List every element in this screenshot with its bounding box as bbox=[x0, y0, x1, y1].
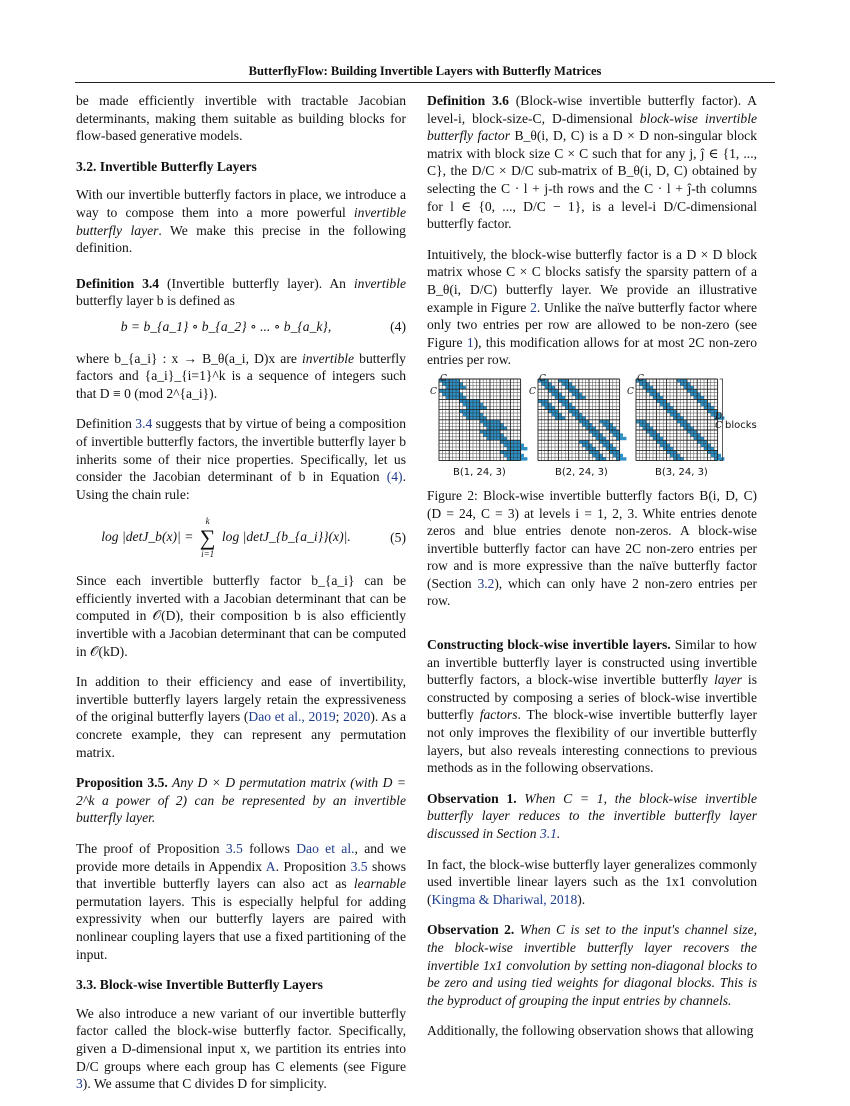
running-header: ButterflyFlow: Building Invertible Layers with Butterfly Matrices bbox=[248, 64, 602, 78]
nonzero-entry bbox=[613, 454, 623, 457]
nonzero-entry bbox=[480, 430, 490, 433]
nonzero-entry bbox=[616, 457, 626, 460]
text: . We make this precise in the following definition. bbox=[76, 222, 406, 256]
nonzero-entry bbox=[701, 444, 711, 447]
text: With our invertible butterfly factors in place, we introduce a way to compose them into a more powerful bbox=[76, 187, 406, 220]
equation-rhs: log |detJ_{b_{a_i}}(x)|. bbox=[221, 529, 351, 545]
nonzero-entry bbox=[510, 450, 520, 453]
nonzero-entry bbox=[653, 437, 663, 440]
nonzero-entry bbox=[694, 437, 704, 440]
text: ). As a concrete example, they can represent any permutation matrix. bbox=[76, 709, 406, 760]
nonzero-entry bbox=[545, 406, 555, 409]
nonzero-entry bbox=[711, 454, 721, 457]
nonzero-entry bbox=[579, 420, 589, 423]
observation-label: Observation 2. bbox=[427, 922, 515, 938]
nonzero-entry bbox=[589, 450, 599, 453]
nonzero-entry bbox=[504, 454, 514, 457]
nonzero-entry bbox=[687, 430, 697, 433]
appendix-link[interactable]: A bbox=[265, 858, 276, 874]
equation-body bbox=[76, 516, 376, 560]
equation-number: (5) bbox=[390, 530, 406, 546]
text: A level-i, block-size-C, D-dimensional bbox=[427, 93, 757, 126]
nonzero-entry bbox=[490, 430, 500, 433]
observation-text: When C = 1, the block-wise invertible butterfly layer reduces to the invertible butterfly layer discussed in Section bbox=[427, 790, 757, 841]
nonzero-entry bbox=[517, 457, 527, 460]
nonzero-entry bbox=[609, 450, 619, 453]
nonzero-entry bbox=[493, 433, 503, 436]
nonzero-entry bbox=[589, 430, 599, 433]
nonzero-entry bbox=[480, 420, 490, 423]
nonzero-entry bbox=[442, 393, 452, 396]
nonzero-entry bbox=[487, 427, 497, 430]
nonzero-entry bbox=[470, 399, 480, 402]
nonzero-entry bbox=[446, 396, 456, 399]
figure-link[interactable]: 2 bbox=[530, 299, 537, 315]
proposition-link[interactable]: 3.5 bbox=[225, 841, 243, 856]
blocks-fraction bbox=[715, 413, 722, 431]
left-column bbox=[76, 92, 406, 1106]
nonzero-entry bbox=[552, 413, 562, 416]
nonzero-entry bbox=[510, 440, 520, 443]
text: Intuitively, the block-wise butterfly factor is a D × D block matrix whose C × C blocks satisfy the sparsity pattern of a B_θ(i, D/C) butterfly layer. We provide an illustrative example in Figure bbox=[427, 246, 757, 315]
nonzero-entry bbox=[558, 379, 568, 382]
nonzero-entry bbox=[548, 410, 558, 413]
nonzero-entry bbox=[575, 396, 585, 399]
nonzero-entry bbox=[473, 413, 483, 416]
nonzero-entry bbox=[687, 389, 697, 392]
butterfly-matrix bbox=[439, 379, 527, 461]
text: , and we provide more details in Appendix bbox=[76, 841, 406, 874]
nonzero-entry bbox=[667, 410, 677, 413]
section-3-2-paragraph bbox=[76, 186, 406, 256]
nonzero-entry bbox=[707, 450, 717, 453]
where-paragraph bbox=[76, 350, 406, 403]
nonzero-entry bbox=[456, 386, 466, 389]
equation-number: (4) bbox=[390, 318, 406, 334]
text: butterfly factors and {a_i}_{i=1}^k is a sequence of integers such that D ≡ 0 (mod 2^{a_i}). bbox=[76, 350, 406, 401]
text: . Proposition bbox=[275, 858, 351, 874]
nonzero-entry bbox=[596, 457, 606, 460]
section-link[interactable]: 3.1 bbox=[539, 826, 557, 841]
nonzero-entry bbox=[562, 382, 572, 385]
nonzero-entry bbox=[586, 427, 596, 430]
nonzero-entry bbox=[599, 440, 609, 443]
nonzero-entry bbox=[586, 447, 596, 450]
since-paragraph: Since each invertible butterfly factor b_{a_i} can be efficiently inverted with a Jacobian determinant that can be computed in 𝒪(D), their composition b is also efficiently invertible with a Jacobian determinant that can be computed in 𝒪(kD). bbox=[76, 573, 406, 659]
section-3-3-title: 3.3. Block-wise Invertible Butterfly Layers bbox=[76, 977, 323, 993]
nonzero-entry bbox=[582, 423, 592, 426]
nonzero-entry bbox=[575, 416, 585, 419]
nonzero-entry bbox=[656, 440, 666, 443]
block-size-label: C bbox=[440, 373, 447, 384]
nonzero-entry bbox=[572, 413, 582, 416]
text: The proof of Proposition bbox=[76, 841, 226, 856]
nonzero-entry bbox=[663, 447, 673, 450]
nonzero-entry bbox=[613, 433, 623, 436]
section-3-2-title: 3.2. Invertible Butterfly Layers bbox=[76, 158, 257, 174]
nonzero-entry bbox=[673, 457, 683, 460]
nonzero-entry bbox=[493, 423, 503, 426]
nonzero-entry bbox=[660, 403, 670, 406]
nonzero-entry bbox=[616, 437, 626, 440]
nonzero-entry bbox=[606, 447, 616, 450]
additionally-paragraph: Additionally, the following observation shows that allowing bbox=[427, 1023, 754, 1039]
text: . The block-wise invertible butterfly layer not only improves the flexibility of our invertible butterfly layers, but also reveals interesting connections to previous methods as in the following observations. bbox=[427, 707, 757, 776]
definition-label: Definition 3.4 bbox=[76, 275, 160, 291]
in-fact-paragraph bbox=[427, 856, 757, 909]
intro-paragraph: be made efficiently invertible with tractable Jacobian determinants, making them suitable as building blocks for flow-based generative models. bbox=[76, 93, 406, 144]
butterfly-matrix bbox=[636, 379, 724, 461]
nonzero-entry bbox=[701, 403, 711, 406]
nonzero-entry bbox=[680, 423, 690, 426]
fraction-top: D bbox=[715, 411, 723, 422]
nonzero-entry bbox=[466, 416, 476, 419]
nonzero-entry bbox=[517, 447, 527, 450]
nonzero-entry bbox=[565, 386, 575, 389]
nonzero-entry bbox=[680, 382, 690, 385]
text: ; bbox=[335, 709, 344, 725]
text: . Unlike the naïve butterfly factor where only two entries per row are allowed to be non-zero (see Figure bbox=[427, 299, 757, 350]
citation-link[interactable]: Dao et al. bbox=[296, 841, 355, 856]
nonzero-entry bbox=[572, 393, 582, 396]
text: permutation layers. This is especially helpful for adding expressivity when our butterfly layers are paired with nonlinear coupling layers that use a fixed partitioning of the input. bbox=[76, 893, 406, 962]
nonzero-entry bbox=[446, 386, 456, 389]
fraction-bottom: C bbox=[715, 420, 723, 431]
text: is constructed by composing a series of block-wise invertible butterfly bbox=[427, 672, 757, 723]
matrix-label: B(1, 24, 3) bbox=[453, 466, 506, 478]
nonzero-entry bbox=[677, 379, 687, 382]
paragraph-heading: Constructing block-wise invertible layers. bbox=[427, 637, 671, 653]
nonzero-entry bbox=[514, 454, 524, 457]
nonzero-entry bbox=[569, 389, 579, 392]
nonzero-entry bbox=[643, 386, 653, 389]
intuition-paragraph bbox=[427, 246, 757, 369]
block-size-label: C bbox=[529, 386, 536, 397]
nonzero-entry bbox=[690, 433, 700, 436]
addition-paragraph bbox=[76, 673, 406, 761]
proposition-text: Any D × D permutation matrix (with D = 2^k a power of 2) can be represented by an invertible butterfly layer. bbox=[76, 775, 406, 826]
equation-body: b = b_{a_1} ∘ b_{a_2} ∘ ... ∘ b_{a_k}, bbox=[120, 318, 332, 334]
text: ), which can only have 2 non-zero entries per row. bbox=[427, 575, 757, 609]
text: ). bbox=[577, 891, 586, 907]
block-size-label: C bbox=[627, 386, 634, 397]
equation-4 bbox=[76, 318, 406, 336]
nonzero-entry bbox=[453, 393, 463, 396]
nonzero-entry bbox=[449, 379, 459, 382]
summation-symbol bbox=[200, 516, 216, 560]
nonzero-entry bbox=[670, 413, 680, 416]
proposition-label: Proposition 3.5. bbox=[76, 775, 168, 791]
observation-text: When C is set to the input's channel size, the block-wise invertible butterfly layer recovers the invertible 1x1 convolution by setting non-diagonal blocks to be zero and using tied weights for diagonal blocks. This is the byproduct of grouping the input entries by channels. bbox=[427, 922, 758, 1008]
definition-3-6 bbox=[427, 92, 757, 233]
equation-link[interactable]: (4) bbox=[386, 469, 403, 485]
text: Similar to how an invertible butterfly layer is constructed using invertible butterfly factors, a block-wise invertible butterfly bbox=[427, 637, 757, 688]
nonzero-entry bbox=[673, 416, 683, 419]
block-size-label: C bbox=[637, 373, 644, 384]
text: B_θ(i, D, C) is a D × D non-singular block matrix with block size C × C such that for any j, ĵ ∈ {1, ..., C}, the D/C × D/C sub-matrix of B_θ(i, D, C) obtained by selecting the C · l + j-th rows and the C · l + ĵ-th columns for l ∈ {0, ..., D/C − 1}, is a level-i D/C-dimensional butterfly factor. bbox=[427, 128, 757, 232]
text: follows bbox=[242, 841, 297, 856]
text-italic: factors bbox=[479, 707, 518, 723]
header-rule bbox=[75, 82, 775, 83]
nonzero-entry bbox=[504, 444, 514, 447]
text-italic: invertible bbox=[301, 350, 355, 366]
figure-link[interactable]: 3 bbox=[76, 1076, 83, 1092]
text-italic: layer bbox=[714, 672, 743, 688]
nonzero-entry bbox=[541, 403, 551, 406]
text: (Invertible butterfly layer). An bbox=[159, 275, 354, 291]
text-italic: invertible butterfly layer bbox=[76, 204, 406, 238]
text: . bbox=[556, 826, 561, 841]
text: where b_{a_i} : x → B_θ(a_i, D)x are bbox=[76, 350, 302, 366]
nonzero-entry bbox=[663, 406, 673, 409]
text: We also introduce a new variant of our invertible butterfly factor called the block-wise butterfly factor. Specifically, given a D-dimensional input x, we partition its entries into D/C groups where each group has C elements (see Figure bbox=[76, 1005, 406, 1074]
observation-2 bbox=[427, 921, 757, 1009]
nonzero-entry bbox=[497, 437, 507, 440]
nonzero-entry bbox=[569, 410, 579, 413]
nonzero-entry bbox=[592, 454, 602, 457]
proposition-3-5 bbox=[76, 774, 406, 827]
nonzero-entry bbox=[650, 433, 660, 436]
nonzero-entry bbox=[579, 440, 589, 443]
observation-1 bbox=[427, 790, 757, 843]
nonzero-entry bbox=[552, 393, 562, 396]
nonzero-entry bbox=[538, 399, 548, 402]
definition-ref-paragraph bbox=[76, 415, 406, 503]
nonzero-entry bbox=[514, 444, 524, 447]
text-italic: block-wise invertible butterfly factor bbox=[427, 110, 758, 144]
nonzero-entry bbox=[697, 440, 707, 443]
nonzero-entry bbox=[476, 406, 486, 409]
butterfly-matrix bbox=[538, 379, 626, 461]
constructing-paragraph bbox=[427, 636, 757, 777]
nonzero-entry bbox=[653, 396, 663, 399]
nonzero-entry bbox=[449, 389, 459, 392]
text: . Using the chain rule: bbox=[76, 469, 406, 502]
nonzero-entry bbox=[490, 420, 500, 423]
citation-link[interactable]: 2020 bbox=[343, 709, 371, 725]
blocks-label: blocks bbox=[725, 419, 757, 431]
nonzero-entry bbox=[558, 399, 568, 402]
nonzero-entry bbox=[656, 399, 666, 402]
nonzero-entry bbox=[565, 406, 575, 409]
nonzero-entry bbox=[670, 454, 680, 457]
nonzero-entry bbox=[609, 430, 619, 433]
sigma-glyph: ∑ bbox=[199, 525, 216, 551]
nonzero-entry bbox=[473, 403, 483, 406]
nonzero-entry bbox=[555, 416, 565, 419]
nonzero-entry bbox=[643, 427, 653, 430]
nonzero-entry bbox=[704, 406, 714, 409]
proposition-link[interactable]: 3.5 bbox=[350, 858, 368, 874]
text: butterfly layer b is defined as bbox=[76, 293, 235, 309]
nonzero-entry bbox=[483, 433, 493, 436]
nonzero-entry bbox=[677, 420, 687, 423]
nonzero-entry bbox=[459, 410, 469, 413]
figure-2 bbox=[427, 373, 757, 478]
nonzero-entry bbox=[596, 437, 606, 440]
nonzero-entry bbox=[697, 399, 707, 402]
nonzero-entry bbox=[667, 450, 677, 453]
nonzero-entry bbox=[453, 382, 463, 385]
matrix-label: B(2, 24, 3) bbox=[555, 466, 608, 478]
nonzero-entry bbox=[545, 386, 555, 389]
nonzero-entry bbox=[463, 403, 473, 406]
sum-upper: k bbox=[205, 516, 210, 527]
text: (Block-wise invertible butterfly factor). bbox=[508, 93, 748, 108]
text: Definition bbox=[76, 416, 136, 432]
nonzero-entry bbox=[555, 396, 565, 399]
nonzero-entry bbox=[548, 389, 558, 392]
nonzero-entry bbox=[646, 430, 656, 433]
nonzero-entry bbox=[562, 403, 572, 406]
nonzero-entry bbox=[500, 440, 510, 443]
nonzero-entry bbox=[439, 389, 449, 392]
nonzero-entry bbox=[476, 416, 486, 419]
nonzero-entry bbox=[463, 413, 473, 416]
proof-paragraph bbox=[76, 840, 406, 963]
nonzero-entry bbox=[466, 406, 476, 409]
nonzero-entry bbox=[606, 427, 616, 430]
nonzero-entry bbox=[694, 396, 704, 399]
nonzero-entry bbox=[487, 437, 497, 440]
citation-link[interactable]: Kingma & Dhariwal, 2018 bbox=[431, 891, 578, 907]
nonzero-entry bbox=[483, 423, 493, 426]
nonzero-entry bbox=[639, 423, 649, 426]
text: Figure 2: Block-wise invertible butterfly factors B(i, D, C) (D = 24, C = 3) at levels i = 1, 2, 3. White entries denote zeros and blue entries denote non-zeros. A block-wise invertible butterfly factor can have 2C non-zero entries per row and is more expressive than the naïve butterfly factor (Section bbox=[427, 487, 757, 591]
right-column bbox=[427, 92, 757, 1053]
figure-2-matrices bbox=[427, 377, 757, 463]
nonzero-entry bbox=[660, 444, 670, 447]
nonzero-entry bbox=[507, 447, 517, 450]
equation-5 bbox=[76, 516, 406, 560]
observation-label: Observation 1. bbox=[427, 790, 517, 806]
nonzero-entry bbox=[603, 444, 613, 447]
nonzero-entry bbox=[603, 423, 613, 426]
citation-link[interactable]: Dao et al., 2019 bbox=[248, 709, 336, 725]
nonzero-entry bbox=[704, 447, 714, 450]
section-link[interactable]: 3.2 bbox=[477, 575, 495, 591]
text: ). We assume that C divides D for simplicity. bbox=[82, 1076, 327, 1092]
figure-2-caption bbox=[427, 487, 757, 610]
text: ), this modification allows for at most 2C non-zero entries per row. bbox=[427, 334, 758, 368]
block-size-label: C bbox=[539, 373, 546, 384]
nonzero-entry bbox=[497, 427, 507, 430]
nonzero-entry bbox=[690, 393, 700, 396]
text: shows that invertible butterfly layers can also act as bbox=[76, 858, 407, 892]
nonzero-entry bbox=[470, 410, 480, 413]
nonzero-entry bbox=[599, 420, 609, 423]
nonzero-entry bbox=[684, 386, 694, 389]
matrix-label: B(3, 24, 3) bbox=[655, 466, 708, 478]
definition-link[interactable]: 3.4 bbox=[135, 416, 153, 432]
nonzero-entry bbox=[684, 427, 694, 430]
text: suggests that by virtue of being a composition of invertible butterfly factors, the invertible butterfly layer b inherits some of their nice properties. Specifically, let us consider the Jacobian determinant of b in Equation bbox=[76, 416, 406, 485]
text: In fact, the block-wise butterfly layer generalizes commonly used invertible linear layers such as the 1x1 convolution ( bbox=[427, 856, 757, 907]
sum-lower: i=1 bbox=[201, 549, 215, 560]
equation-lhs: log |detJ_b(x)| = bbox=[101, 529, 194, 545]
nonzero-entry bbox=[459, 399, 469, 402]
nonzero-entry bbox=[646, 389, 656, 392]
text-italic: invertible bbox=[353, 275, 406, 291]
nonzero-entry bbox=[507, 457, 517, 460]
nonzero-entry bbox=[636, 420, 646, 423]
definition-label: Definition 3.6 bbox=[427, 93, 509, 108]
section-3-3-paragraph bbox=[76, 1005, 406, 1093]
nonzero-entry bbox=[456, 396, 466, 399]
text-italic: learnable bbox=[353, 876, 406, 892]
figure-link[interactable]: 1 bbox=[466, 334, 474, 350]
block-size-label: C bbox=[430, 386, 437, 397]
definition-3-4 bbox=[76, 275, 406, 310]
nonzero-entry bbox=[500, 450, 510, 453]
nonzero-entry bbox=[582, 444, 592, 447]
text: In addition to their efficiency and ease of invertibility, invertible butterfly layers largely retain the expressiveness of the original butterfly layers ( bbox=[76, 674, 406, 725]
nonzero-entry bbox=[592, 433, 602, 436]
nonzero-entry bbox=[650, 393, 660, 396]
